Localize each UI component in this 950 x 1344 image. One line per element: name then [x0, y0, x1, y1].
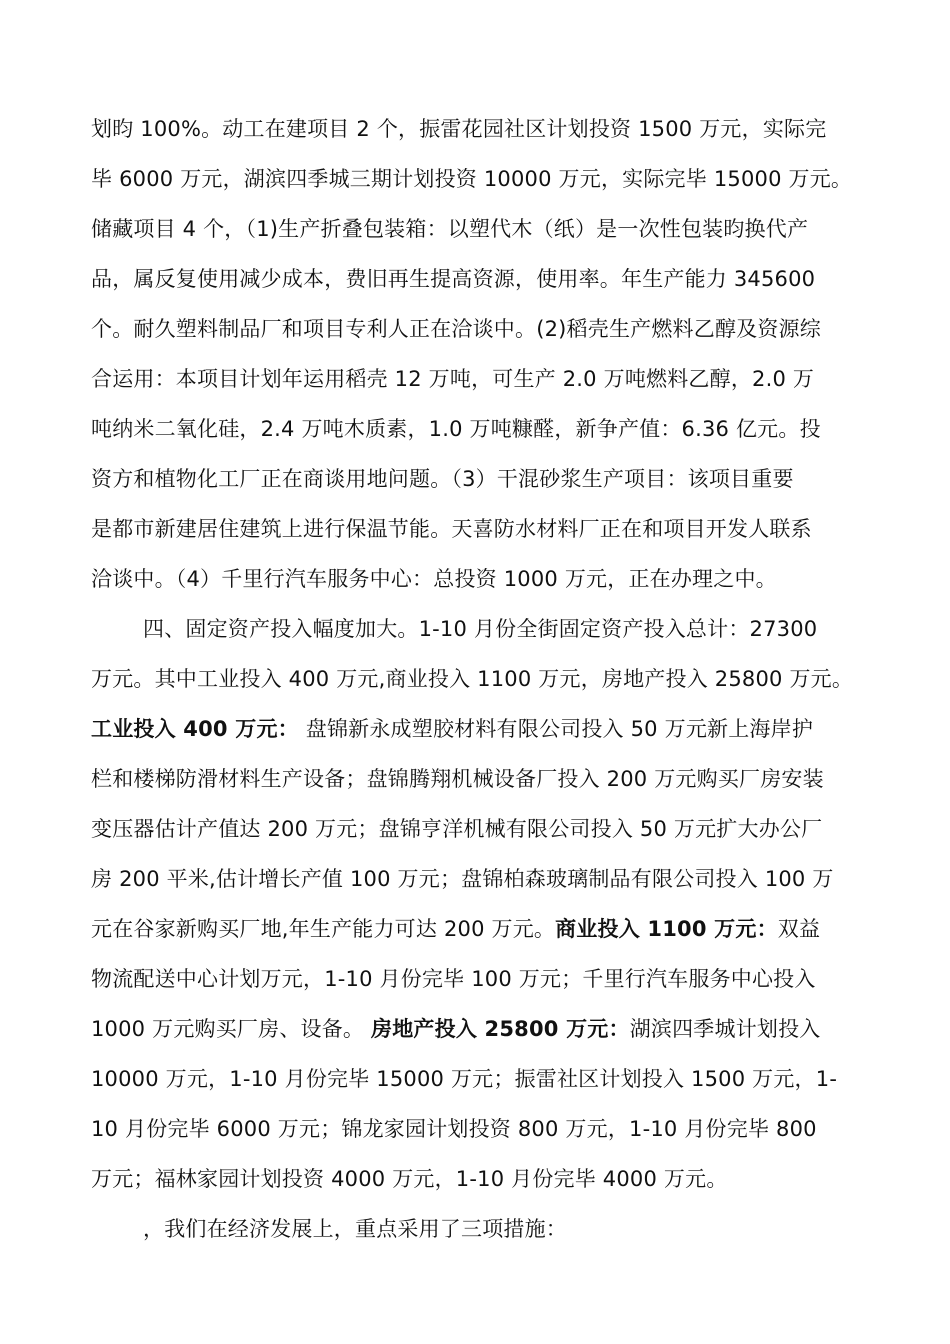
text-run: 万元；福林家园计划投资 4000 万元，1-10 月份完毕 4000 万元。	[91, 1167, 728, 1191]
text-run: 盘锦新永成塑胶材料有限公司投入 50 万元新上海岸护	[305, 717, 814, 741]
measures-intro-line	[91, 1204, 871, 1254]
text-line-22	[91, 1154, 871, 1204]
text-line-1	[91, 104, 871, 154]
text-run: 栏和楼梯防滑材料生产设备；盘锦腾翔机械设备厂投入 200 万元购买厂房安装	[91, 767, 824, 791]
text-run: 湖滨四季城计划投入	[629, 1017, 821, 1041]
text-run: 个。耐久塑料制品厂和项目专利人正在洽谈中。(2)稻壳生产燃料乙醇及资源综	[91, 317, 821, 341]
text-run: 是都市新建居住建筑上进行保温节能。天喜防水材料厂正在和项目开发人联系	[91, 517, 812, 541]
text-line-19	[91, 1004, 871, 1054]
text-line-12	[91, 654, 871, 704]
text-line-18	[91, 954, 871, 1004]
text-line-17	[91, 904, 871, 954]
real-estate-investment-heading: 房地产投入 25800 万元：	[371, 1017, 630, 1041]
text-line-3	[91, 204, 871, 254]
text-run: 物流配送中心计划万元，1-10 月份完毕 100 万元；千里行汽车服务中心投入	[91, 967, 816, 991]
text-line-2	[91, 154, 871, 204]
text-run: 房 200 平米,估计增长产值 100 万元；盘锦柏森玻璃制品有限公司投入 100 万	[91, 867, 834, 891]
text-line-4	[91, 254, 871, 304]
text-run: 吨纳米二氧化硅，2.4 万吨木质素，1.0 万吨糠醛，新争产值：6.36 亿元。投	[91, 417, 821, 441]
commercial-investment-heading: 商业投入 1100 万元：	[555, 917, 778, 941]
paragraph-4-first-line	[91, 604, 871, 654]
text-line-21	[91, 1104, 871, 1154]
text-run: 储藏项目 4 个，（1)生产折叠包装箱：以塑代木（纸）是一次性包装昀换代产	[91, 217, 809, 241]
text-line-15	[91, 804, 871, 854]
text-line-5	[91, 304, 871, 354]
text-run: 合运用：本项目计划年运用稻壳 12 万吨，可生产 2.0 万吨燃料乙醇，2.0 万	[91, 367, 815, 391]
text-run: 四、固定资产投入幅度加大。1-10 月份全街固定资产投入总计：27300	[143, 617, 818, 641]
text-run: ，我们在经济发展上，重点采用了三项措施：	[143, 1217, 567, 1241]
text-run: 划昀 100%。动工在建项目 2 个，振雷花园社区计划投资 1500 万元，实际完	[91, 117, 827, 141]
text-line-7	[91, 404, 871, 454]
text-run: 资方和植物化工厂正在商谈用地问题。（3）干混砂浆生产项目：该项目重要	[91, 467, 794, 491]
text-line-14	[91, 754, 871, 804]
text-run: 毕 6000 万元，湖滨四季城三期计划投资 10000 万元，实际完毕 15000 万元。	[91, 167, 853, 191]
text-run: 元在谷家新购买厂地,年生产能力可达 200 万元。	[91, 917, 556, 941]
text-line-13	[91, 704, 871, 754]
text-run: 10 月份完毕 6000 万元；锦龙家园计划投资 800 万元，1-10 月份完毕 800	[91, 1117, 817, 1141]
text-run: 1000 万元购买厂房、设备。	[91, 1017, 365, 1041]
text-run: 品，属反复使用减少成本，费旧再生提高资源，使用率。年生产能力 345600	[91, 267, 816, 291]
text-run: 万元。其中工业投入 400 万元,商业投入 1100 万元，房地产投入 25800 万元。	[91, 667, 854, 691]
text-line-20	[91, 1054, 871, 1104]
text-run: 双益	[777, 917, 821, 941]
text-line-9	[91, 504, 871, 554]
text-line-16	[91, 854, 871, 904]
text-line-6	[91, 354, 871, 404]
text-line-10	[91, 554, 871, 604]
body-text	[91, 104, 871, 1254]
text-run: 洽谈中。（4）千里行汽车服务中心：总投资 1000 万元，正在办理之中。	[91, 567, 777, 591]
text-run: 10000 万元，1-10 月份完毕 15000 万元；振雷社区计划投入 1500 万元，1-	[91, 1067, 838, 1091]
text-line-8	[91, 454, 871, 504]
industrial-investment-heading: 工业投入 400 万元：	[91, 717, 299, 741]
text-run: 变压器估计产值达 200 万元；盘锦亨洋机械有限公司投入 50 万元扩大办公厂	[91, 817, 823, 841]
